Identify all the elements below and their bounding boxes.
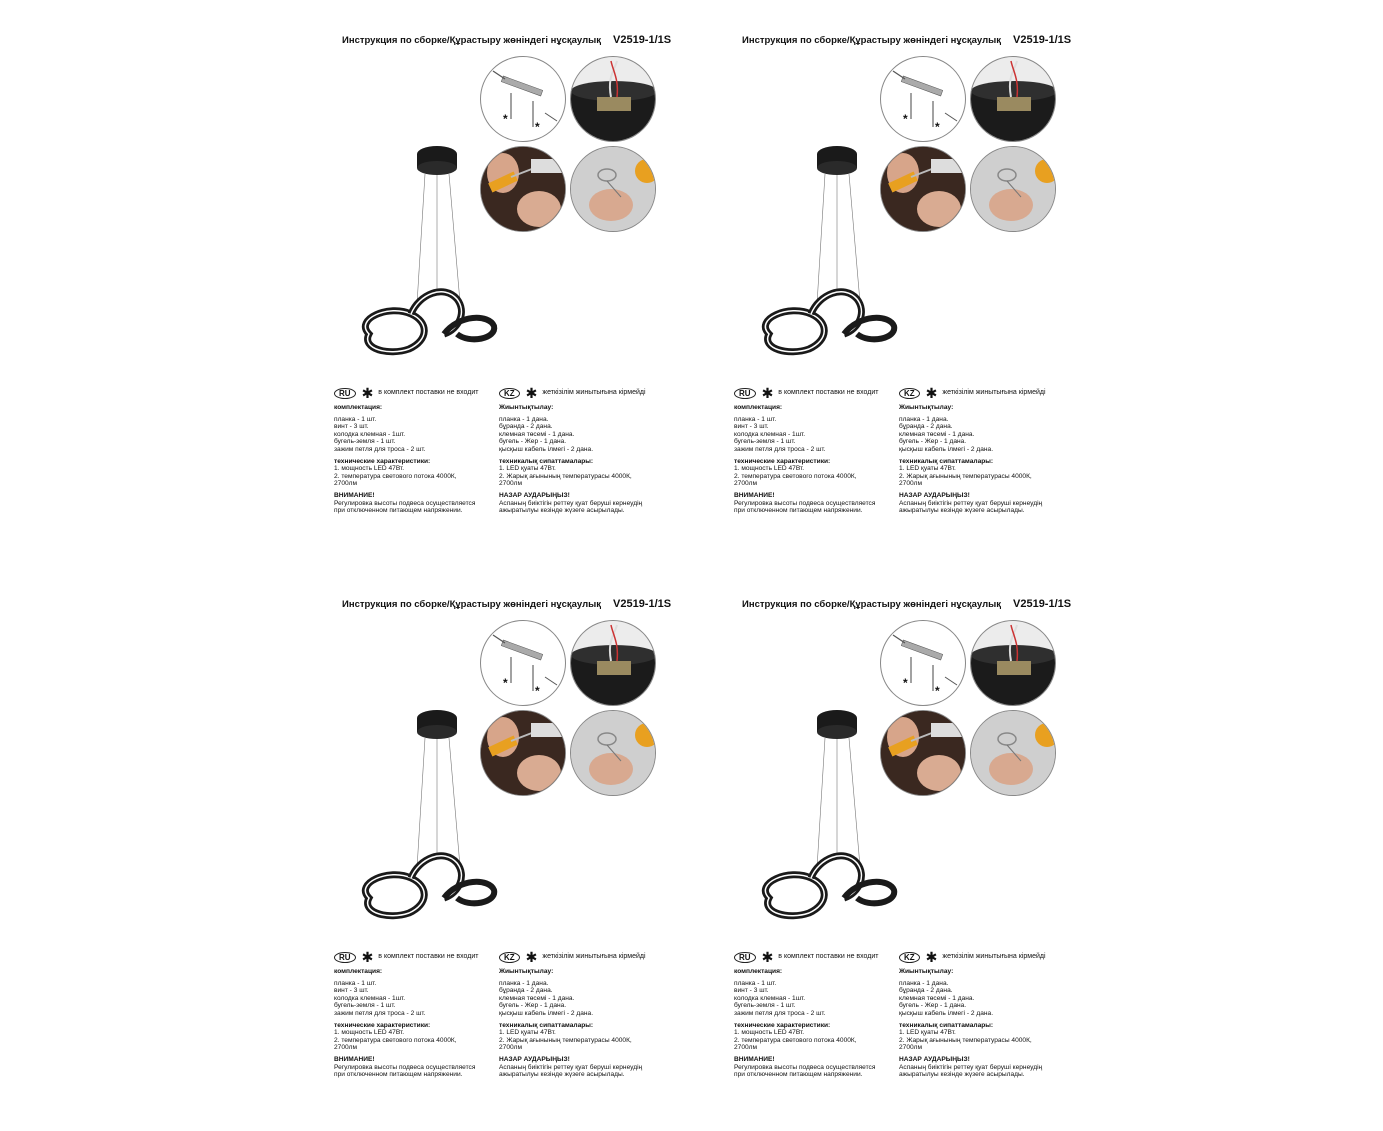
kz-kit-title: Жиынтықтылау: xyxy=(899,968,954,975)
assembly-steps xyxy=(880,56,1060,236)
list-item: 2. температура светового потока 4000К, xyxy=(734,1036,857,1044)
list-item: қысқыш кабель ілмегі - 2 дана. xyxy=(499,1009,594,1017)
list-item: колодка клемная - 1шт. xyxy=(734,430,806,438)
list-item: 2700лм xyxy=(499,1044,523,1052)
ru-spec-list xyxy=(334,1029,499,1052)
ru-warn-title: ВНИМАНИЕ! xyxy=(334,491,375,499)
ru-column xyxy=(734,386,899,515)
instruction-title xyxy=(742,34,1072,46)
lamp-illustration xyxy=(349,144,499,364)
list-item: Аспаның биіктігін реттеу қуат беруші кернеудің xyxy=(499,1063,643,1071)
list-item: планка - 1 дана. xyxy=(899,415,949,423)
list-item: бугель - Жер - 1 дана. xyxy=(499,438,567,446)
ru-badge: RU xyxy=(734,388,756,399)
list-item: планка - 1 дана. xyxy=(499,979,549,987)
ru-spec-title: технические характеристики: xyxy=(334,1021,431,1029)
title-text: Инструкция по сборке/Құрастыру жөніндегі нұсқаулық xyxy=(742,599,1001,610)
ru-column xyxy=(334,950,499,1079)
list-item: 2. Жарық ағынының температурасы 4000К, xyxy=(899,1036,1032,1044)
list-item: 2. температура светового потока 4000К, xyxy=(734,472,857,480)
svg-text:*: * xyxy=(535,684,540,698)
list-item: ажыратылуы кезінде жүзеге асырылады. xyxy=(499,1071,625,1079)
title-text: Инструкция по сборке/Құрастыру жөніндегі нұсқаулық xyxy=(342,35,601,46)
ru-warn-title: ВНИМАНИЕ! xyxy=(734,491,775,499)
list-item: планка - 1 шт. xyxy=(334,415,377,423)
list-item: ажыратылуы кезінде жүзеге асырылады. xyxy=(899,1071,1025,1079)
screwdriver-photo xyxy=(880,146,966,232)
kz-star-note: жеткізілім жинытығына кірмейді xyxy=(542,389,646,397)
ru-spec-title: технические характеристики: xyxy=(334,457,431,465)
list-item: зажим петля для троса - 2 шт. xyxy=(334,445,426,453)
kz-star-note: жеткізілім жинытығына кірмейді xyxy=(942,389,1046,397)
ru-warn-title: ВНИМАНИЕ! xyxy=(334,1055,375,1063)
list-item: 2. температура светового потока 4000К, xyxy=(334,1036,457,1044)
kz-warn-list xyxy=(899,500,1064,515)
list-item: клемная төсемі - 1 дана. xyxy=(899,994,975,1002)
list-item: 2700лм xyxy=(334,480,358,488)
kz-spec-list xyxy=(899,465,1064,488)
ru-star-note: в комплект поставки не входит xyxy=(778,953,879,961)
list-item: винт - 3 шт. xyxy=(334,987,369,995)
kz-kit-title: Жиынтықтылау: xyxy=(499,968,554,975)
list-item: 2700лм xyxy=(334,1044,358,1052)
kz-star-note: жеткізілім жинытығына кірмейді xyxy=(542,953,646,961)
model-number: V2519-1/1S xyxy=(1013,598,1072,610)
ru-kit-title: комплектация: xyxy=(734,968,783,975)
list-item: 2. Жарық ағынының температурасы 4000К, xyxy=(499,472,632,480)
list-item: колодка клемная - 1шт. xyxy=(334,994,406,1002)
ru-spec-list xyxy=(734,465,899,488)
list-item: бұранда - 2 дана. xyxy=(899,423,953,431)
list-item: планка - 1 дана. xyxy=(899,979,949,987)
kz-kit-title: Жиынтықтылау: xyxy=(499,404,554,411)
list-item: бугель-земля - 1 шт. xyxy=(334,1002,396,1010)
model-number: V2519-1/1S xyxy=(613,598,672,610)
list-item: бугель-земля - 1 шт. xyxy=(734,1002,796,1010)
cable-loop-photo xyxy=(970,710,1056,796)
wiring-photo xyxy=(970,56,1056,142)
svg-text:*: * xyxy=(903,676,908,690)
ru-spec-title: технические характеристики: xyxy=(734,457,831,465)
list-item: 2. Жарық ағынының температурасы 4000К, xyxy=(499,1036,632,1044)
ru-column xyxy=(334,386,499,515)
ru-spec-list xyxy=(334,465,499,488)
list-item: зажим петля для троса - 2 шт. xyxy=(334,1009,426,1017)
star-icon: ✱ xyxy=(925,949,938,965)
kz-kit-list xyxy=(499,980,664,1018)
screwdriver-photo xyxy=(880,710,966,796)
list-item: 2700лм xyxy=(899,480,923,488)
ru-kit-title: комплектация: xyxy=(334,404,383,411)
list-item: Аспаның биіктігін реттеу қуат беруші кернеудің xyxy=(899,499,1043,507)
list-item: бугель - Жер - 1 дана. xyxy=(499,1002,567,1010)
kz-spec-list xyxy=(899,1029,1064,1052)
list-item: планка - 1 шт. xyxy=(334,979,377,987)
star-icon: ✱ xyxy=(361,949,374,965)
list-item: 2700лм xyxy=(899,1044,923,1052)
list-item: 1. мощность LED 47Вт. xyxy=(334,1029,405,1037)
svg-text:*: * xyxy=(903,112,908,126)
kz-spec-list xyxy=(499,1029,664,1052)
ru-kit-list xyxy=(334,416,499,454)
lamp-illustration xyxy=(749,708,899,928)
list-item: планка - 1 шт. xyxy=(734,979,777,987)
kz-badge: KZ xyxy=(899,388,920,399)
ru-badge: RU xyxy=(334,388,356,399)
instruction-title xyxy=(342,34,672,46)
svg-text:*: * xyxy=(503,112,508,126)
ru-kit-title: комплектация: xyxy=(734,404,783,411)
list-item: 1. мощность LED 47Вт. xyxy=(334,465,405,473)
star-icon: ✱ xyxy=(761,385,774,401)
ru-warn-list xyxy=(334,500,499,515)
kz-spec-title: техникалық сипаттамалары: xyxy=(499,457,594,465)
cable-loop-photo xyxy=(570,146,656,232)
list-item: клемная төсемі - 1 дана. xyxy=(899,430,975,438)
star-icon: ✱ xyxy=(925,385,938,401)
ru-star-note: в комплект поставки не входит xyxy=(378,389,479,397)
svg-text:*: * xyxy=(535,120,540,134)
svg-text:*: * xyxy=(503,676,508,690)
ru-kit-title: комплектация: xyxy=(334,968,383,975)
list-item: при отключенном питающем напряжении. xyxy=(334,1071,463,1079)
svg-text:*: * xyxy=(935,684,940,698)
kz-warn-list xyxy=(899,1064,1064,1079)
ru-kit-list xyxy=(334,980,499,1018)
assembly-steps xyxy=(480,56,660,236)
list-item: Аспаның биіктігін реттеу қуат беруші кернеудің xyxy=(499,499,643,507)
kz-column xyxy=(899,386,1064,515)
kz-warn-title: НАЗАР АУДАРЫҢЫЗ! xyxy=(899,491,970,499)
list-item: Регулировка высоты подвеса осуществляется xyxy=(734,499,876,507)
kz-spec-title: техникалық сипаттамалары: xyxy=(499,1021,594,1029)
list-item: бугель-земля - 1 шт. xyxy=(334,438,396,446)
list-item: при отключенном питающем напряжении. xyxy=(734,507,863,515)
ru-warn-title: ВНИМАНИЕ! xyxy=(734,1055,775,1063)
kz-kit-title: Жиынтықтылау: xyxy=(899,404,954,411)
list-item: винт - 3 шт. xyxy=(334,423,369,431)
star-icon: ✱ xyxy=(525,385,538,401)
kz-column xyxy=(499,950,664,1079)
list-item: планка - 1 дана. xyxy=(499,415,549,423)
list-item: бугель - Жер - 1 дана. xyxy=(899,438,967,446)
instruction-sheet-3 xyxy=(334,598,679,1098)
cable-loop-photo xyxy=(970,146,1056,232)
kz-warn-title: НАЗАР АУДАРЫҢЫЗ! xyxy=(899,1055,970,1063)
mounting-bracket-icon xyxy=(880,620,966,706)
ru-kit-list xyxy=(734,980,899,1018)
kz-spec-list xyxy=(499,465,664,488)
kz-warn-title: НАЗАР АУДАРЫҢЫЗ! xyxy=(499,1055,570,1063)
kz-spec-title: техникалық сипаттамалары: xyxy=(899,457,994,465)
ru-spec-list xyxy=(734,1029,899,1052)
wiring-photo xyxy=(570,620,656,706)
ru-badge: RU xyxy=(734,952,756,963)
lamp-illustration xyxy=(349,708,499,928)
model-number: V2519-1/1S xyxy=(613,34,672,46)
ru-warn-list xyxy=(734,1064,899,1079)
list-item: 2700лм xyxy=(734,480,758,488)
list-item: Регулировка высоты подвеса осуществляется xyxy=(334,1063,476,1071)
ru-kit-list xyxy=(734,416,899,454)
list-item: ажыратылуы кезінде жүзеге асырылады. xyxy=(499,507,625,515)
kz-kit-list xyxy=(499,416,664,454)
screwdriver-photo xyxy=(480,710,566,796)
list-item: қысқыш кабель ілмегі - 2 дана. xyxy=(899,1009,994,1017)
instruction-title xyxy=(742,598,1072,610)
wiring-photo xyxy=(570,56,656,142)
kz-warn-title: НАЗАР АУДАРЫҢЫЗ! xyxy=(499,491,570,499)
cable-loop-photo xyxy=(570,710,656,796)
list-item: при отключенном питающем напряжении. xyxy=(334,507,463,515)
list-item: винт - 3 шт. xyxy=(734,987,769,995)
ru-badge: RU xyxy=(334,952,356,963)
kz-warn-list xyxy=(499,500,664,515)
instruction-sheet-4 xyxy=(734,598,1079,1098)
kz-star-note: жеткізілім жинытығына кірмейді xyxy=(942,953,1046,961)
screwdriver-photo xyxy=(480,146,566,232)
list-item: зажим петля для троса - 2 шт. xyxy=(734,1009,826,1017)
title-text: Инструкция по сборке/Құрастыру жөніндегі нұсқаулық xyxy=(342,599,601,610)
list-item: 1. мощность LED 47Вт. xyxy=(734,465,805,473)
list-item: 1. LED қуаты 47Вт. xyxy=(899,465,956,473)
list-item: қысқыш кабель ілмегі - 2 дана. xyxy=(899,445,994,453)
list-item: планка - 1 шт. xyxy=(734,415,777,423)
mounting-bracket-icon xyxy=(880,56,966,142)
ru-warn-list xyxy=(734,500,899,515)
kz-column xyxy=(499,386,664,515)
mounting-bracket-icon xyxy=(480,620,566,706)
list-item: при отключенном питающем напряжении. xyxy=(734,1071,863,1079)
list-item: 1. мощность LED 47Вт. xyxy=(734,1029,805,1037)
list-item: 1. LED қуаты 47Вт. xyxy=(499,1029,556,1037)
list-item: Регулировка высоты подвеса осуществляется xyxy=(334,499,476,507)
title-text: Инструкция по сборке/Құрастыру жөніндегі нұсқаулық xyxy=(742,35,1001,46)
list-item: бугель - Жер - 1 дана. xyxy=(899,1002,967,1010)
list-item: қысқыш кабель ілмегі - 2 дана. xyxy=(499,445,594,453)
list-item: клемная төсемі - 1 дана. xyxy=(499,430,575,438)
list-item: бұранда - 2 дана. xyxy=(899,987,953,995)
instruction-sheet-1 xyxy=(334,34,679,534)
list-item: бұранда - 2 дана. xyxy=(499,423,553,431)
list-item: 2. температура светового потока 4000К, xyxy=(334,472,457,480)
mounting-bracket-icon xyxy=(480,56,566,142)
star-icon: ✱ xyxy=(761,949,774,965)
list-item: колодка клемная - 1шт. xyxy=(734,994,806,1002)
assembly-steps xyxy=(880,620,1060,800)
list-item: 2. Жарық ағынының температурасы 4000К, xyxy=(899,472,1032,480)
list-item: Регулировка высоты подвеса осуществляется xyxy=(734,1063,876,1071)
instruction-sheet-2 xyxy=(734,34,1079,534)
ru-spec-title: технические характеристики: xyxy=(734,1021,831,1029)
ru-star-note: в комплект поставки не входит xyxy=(778,389,879,397)
svg-text:*: * xyxy=(935,120,940,134)
model-number: V2519-1/1S xyxy=(1013,34,1072,46)
list-item: клемная төсемі - 1 дана. xyxy=(499,994,575,1002)
list-item: винт - 3 шт. xyxy=(734,423,769,431)
assembly-steps xyxy=(480,620,660,800)
star-icon: ✱ xyxy=(525,949,538,965)
kz-badge: KZ xyxy=(499,388,520,399)
list-item: Аспаның биіктігін реттеу қуат беруші кернеудің xyxy=(899,1063,1043,1071)
list-item: зажим петля для троса - 2 шт. xyxy=(734,445,826,453)
list-item: бугель-земля - 1 шт. xyxy=(734,438,796,446)
list-item: 1. LED қуаты 47Вт. xyxy=(499,465,556,473)
kz-badge: KZ xyxy=(899,952,920,963)
list-item: ажыратылуы кезінде жүзеге асырылады. xyxy=(899,507,1025,515)
list-item: 2700лм xyxy=(499,480,523,488)
list-item: 2700лм xyxy=(734,1044,758,1052)
kz-warn-list xyxy=(499,1064,664,1079)
list-item: бұранда - 2 дана. xyxy=(499,987,553,995)
kz-badge: KZ xyxy=(499,952,520,963)
list-item: колодка клемная - 1шт. xyxy=(334,430,406,438)
ru-column xyxy=(734,950,899,1079)
ru-warn-list xyxy=(334,1064,499,1079)
lamp-illustration xyxy=(749,144,899,364)
wiring-photo xyxy=(970,620,1056,706)
kz-kit-list xyxy=(899,980,1064,1018)
kz-kit-list xyxy=(899,416,1064,454)
ru-star-note: в комплект поставки не входит xyxy=(378,953,479,961)
star-icon: ✱ xyxy=(361,385,374,401)
kz-spec-title: техникалық сипаттамалары: xyxy=(899,1021,994,1029)
kz-column xyxy=(899,950,1064,1079)
instruction-title xyxy=(342,598,672,610)
list-item: 1. LED қуаты 47Вт. xyxy=(899,1029,956,1037)
